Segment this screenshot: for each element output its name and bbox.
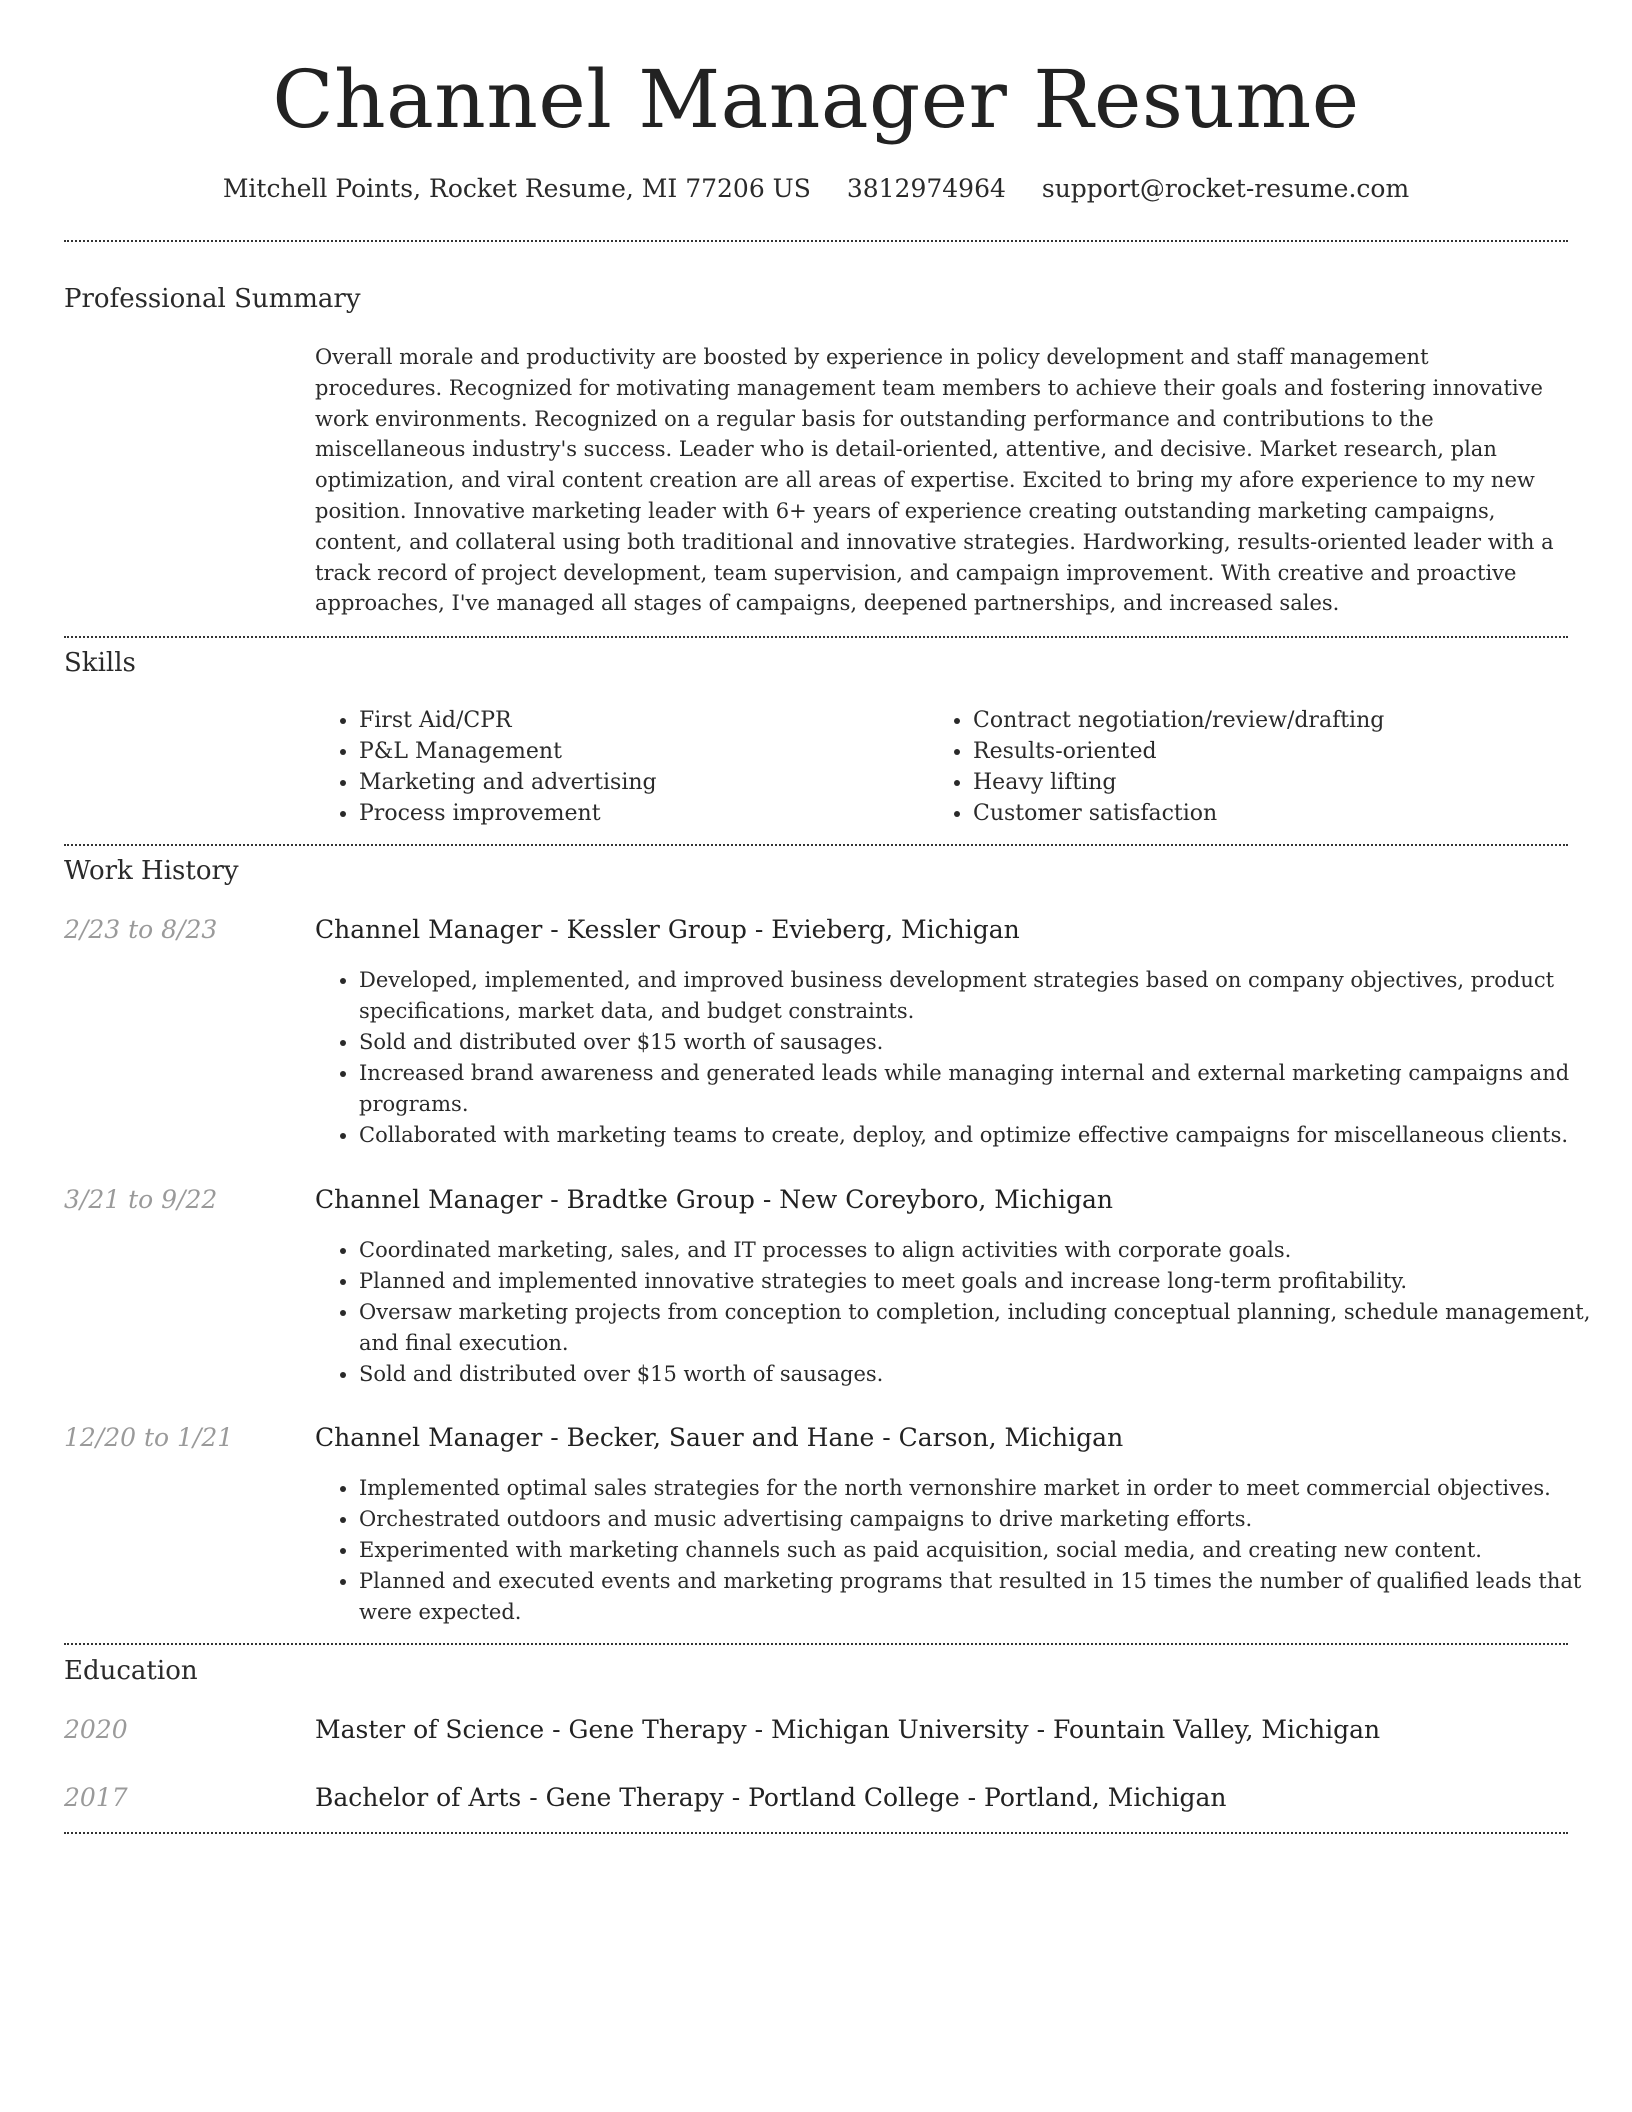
contact-address: Mitchell Points, Rocket Resume, MI 77206 US: [222, 174, 811, 203]
contact-line: [0, 172, 1632, 206]
job-bullets: [315, 1235, 1612, 1390]
job-bullet: • Coordinated marketing, sales, and IT processes to align activities with corporate goals.: [359, 1235, 1612, 1266]
education-degree: Master of Science - Gene Therapy - Michigan University - Fountain Valley, Michigan: [315, 1715, 1381, 1744]
job-bullet: • Sold and distributed over $15 worth of sausages.: [359, 1027, 1612, 1058]
job-bullet: • Planned and implemented innovative strategies to meet goals and increase long-term profitability.: [359, 1266, 1612, 1297]
divider: [64, 636, 1568, 638]
summary-heading: Professional Summary: [64, 284, 361, 314]
skills-heading: Skills: [64, 648, 136, 678]
contact-phone: 3812974964: [846, 174, 1006, 203]
job-title: Channel Manager - Kessler Group - Evieberg, Michigan: [315, 915, 1020, 944]
skill-item: • First Aid/CPR: [359, 705, 657, 736]
divider: [64, 844, 1568, 846]
job-bullet: • Developed, implemented, and improved business development strategies based on company objectives, product specifications, market data, and budget constraints.: [359, 965, 1612, 1027]
skill-item: • P&L Management: [359, 736, 657, 767]
divider: [64, 1832, 1568, 1834]
job-title: Channel Manager - Bradtke Group - New Coreyboro, Michigan: [315, 1185, 1113, 1214]
skill-item: • Heavy lifting: [973, 767, 1384, 798]
job-bullet: • Oversaw marketing projects from conception to completion, including conceptual planning, schedule management, and final execution.: [359, 1297, 1612, 1359]
job-dates: 2/23 to 8/23: [64, 915, 218, 944]
job-bullet: • Sold and distributed over $15 worth of sausages.: [359, 1359, 1612, 1390]
skill-item: • Contract negotiation/review/drafting: [973, 705, 1384, 736]
work-history-heading: Work History: [64, 856, 239, 886]
job-dates: 12/20 to 1/21: [64, 1423, 234, 1452]
divider: [64, 240, 1568, 242]
job-bullet: • Implemented optimal sales strategies for the north vernonshire market in order to meet commercial objectives.: [359, 1473, 1612, 1504]
job-bullet: • Orchestrated outdoors and music advertising campaigns to drive marketing efforts.: [359, 1504, 1612, 1535]
job-bullet: • Experimented with marketing channels such as paid acquisition, social media, and creating new content.: [359, 1535, 1612, 1566]
job-bullets: [315, 1473, 1612, 1628]
education-degree: Bachelor of Arts - Gene Therapy - Portland College - Portland, Michigan: [315, 1783, 1227, 1812]
job-bullet: • Increased brand awareness and generated leads while managing internal and external marketing campaigns and programs.: [359, 1058, 1612, 1120]
skill-item: • Customer satisfaction: [973, 798, 1384, 829]
job-bullet: • Collaborated with marketing teams to create, deploy, and optimize effective campaigns for miscellaneous clients.: [359, 1120, 1612, 1151]
education-year: 2017: [64, 1783, 128, 1812]
job-bullet: • Planned and executed events and marketing programs that resulted in 15 times the number of qualified leads that were expected.: [359, 1566, 1612, 1628]
skill-item: • Marketing and advertising: [359, 767, 657, 798]
divider: [64, 1643, 1568, 1645]
contact-email: support@rocket-resume.com: [1041, 174, 1410, 203]
resume-title: Channel Manager Resume: [272, 53, 1360, 146]
job-dates: 3/21 to 9/22: [64, 1185, 218, 1214]
skills-list-right: [929, 705, 1384, 829]
job-title: Channel Manager - Becker, Sauer and Hane - Carson, Michigan: [315, 1423, 1124, 1452]
education-heading: Education: [64, 1656, 198, 1686]
education-year: 2020: [64, 1715, 128, 1744]
skill-item: • Results-oriented: [973, 736, 1384, 767]
summary-text: Overall morale and productivity are boosted by experience in policy development and staff management procedures. Recognized for motivating management team members to achieve their goals and fostering innovative work environments. Recognized on a regular basis for outstanding performance and contributions to the miscellaneous industry's success. Leader who is detail-oriented, attentive, and decisive. Market research, plan optimization, and viral content creation are all areas of expertise. Excited to bring my afore experience to my new position. Innovative marketing leader with 6+ years of experience creating outstanding marketing campaigns, content, and collateral using both traditional and innovative strategies. Hardworking, results-oriented leader with a track record of project development, team supervision, and campaign improvement. With creative and proactive approaches, I've managed all stages of campaigns, deepened partnerships, and increased sales.: [315, 345, 1554, 616]
job-bullets: [315, 965, 1612, 1151]
skill-item: • Process improvement: [359, 798, 657, 829]
skills-list-left: [315, 705, 657, 829]
